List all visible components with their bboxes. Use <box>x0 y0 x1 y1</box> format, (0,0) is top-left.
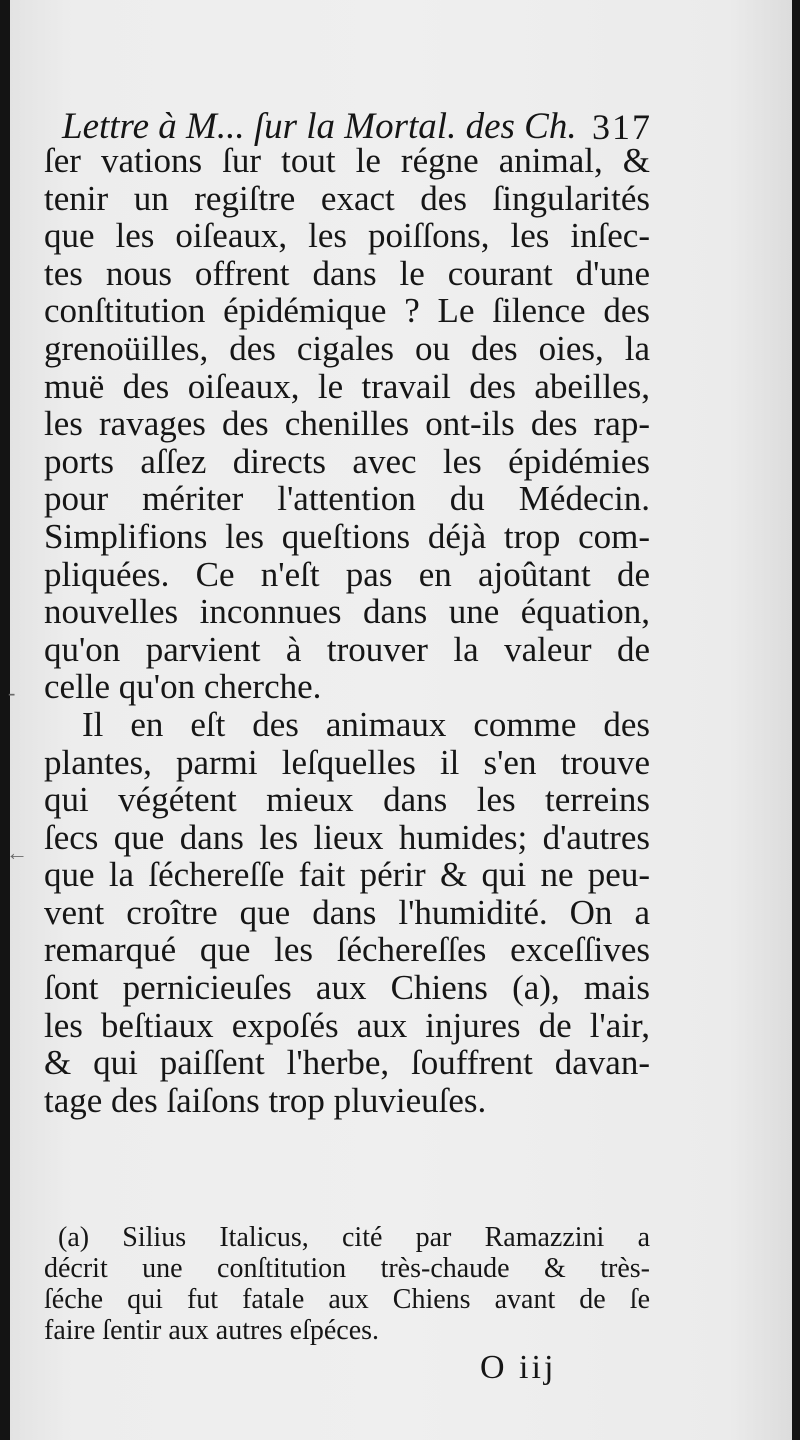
margin-arrow-mark: ← <box>6 840 28 865</box>
text-line: tes nous offrent dans le courant d'une <box>44 253 650 293</box>
footnote-line: décrit une conſtitution très-chaude & très- <box>44 1253 650 1284</box>
text-line: ports aſſez directs avec les épidémies <box>44 441 650 481</box>
body-text <box>44 142 650 1119</box>
footnote-line: (a) Silius Italicus, cité par Ramazzini a <box>58 1222 650 1253</box>
text-line: & qui paiſſent l'herbe, ſouffrent davan- <box>44 1043 650 1083</box>
text-line: les ravages des chenilles ont-ils des rap- <box>44 404 650 444</box>
text-line: pliquées. Ce n'eſt pas en ajoûtant de <box>44 554 650 594</box>
text-line: que la ſéchereſſe fait périr & qui ne peu- <box>44 855 650 895</box>
text-line: tage des ſaiſons trop pluvieuſes. <box>44 1080 487 1120</box>
text-line: ſecs que dans les lieux humides; d'autres <box>44 817 650 857</box>
text-line: muë des oiſeaux, le travail des abeilles, <box>44 366 650 406</box>
text-line: ſont pernicieuſes aux Chiens (a), mais <box>44 968 650 1008</box>
text-line: tenir un regiſtre exact des ſingularités <box>44 178 650 218</box>
running-title: Lettre à M... ſur la Mortal. des Ch. <box>62 106 577 147</box>
text-line: pour mériter l'attention du Médecin. <box>44 479 650 519</box>
paragraph-start-line: Il en eſt des animaux comme des <box>82 704 650 744</box>
text-line: ſer vations ſur tout le régne animal, & <box>44 141 650 180</box>
page-number: 317 <box>592 107 652 147</box>
text-line: conſtitution épidémique ? Le ſilence des <box>44 291 650 331</box>
text-line: grenoüilles, des cigales ou des oies, la <box>44 328 650 368</box>
book-page <box>6 0 792 1440</box>
text-line: plantes, parmi leſquelles il s'en trouve <box>44 742 650 782</box>
text-line: vent croître que dans l'humidité. On a <box>44 892 650 932</box>
text-line: les beſtiaux expoſés aux injures de l'air, <box>44 1005 650 1045</box>
footnote-line: ſéche qui fut fatale aux Chiens avant de ſe <box>44 1284 650 1315</box>
text-line: Simplifions les queſtions déjà trop com- <box>44 516 650 556</box>
text-line: celle qu'on cherche. <box>44 667 322 707</box>
text-line: qu'on parvient à trouver la valeur de <box>44 629 650 669</box>
text-line: que les oiſeaux, les poiſſons, les inſec- <box>44 216 650 256</box>
margin-dash-mark: - <box>8 680 16 705</box>
footnote <box>44 1222 650 1346</box>
signature-mark: O iij <box>480 1349 557 1386</box>
text-line: qui végétent mieux dans les terreins <box>44 780 650 820</box>
text-line: remarqué que les ſéchereſſes exceſſives <box>44 930 650 970</box>
footnote-line: faire ſentir aux autres eſpéces. <box>44 1315 380 1346</box>
text-line: nouvelles inconnues dans une équation, <box>44 592 650 632</box>
